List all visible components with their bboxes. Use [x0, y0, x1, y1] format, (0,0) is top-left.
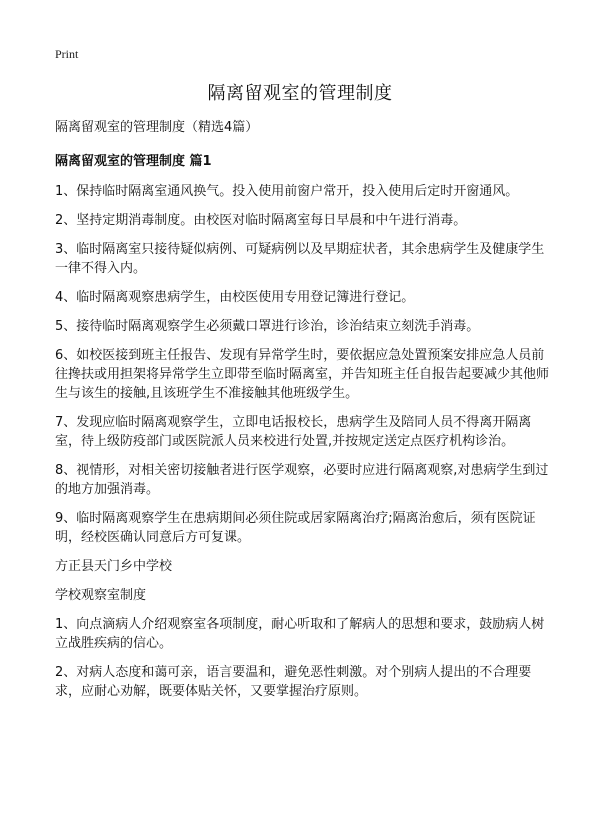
- paragraph-rule-4: 4、临时隔离观察患病学生，由校医使用专用登记簿进行登记。: [55, 290, 415, 305]
- document-title: 隔离留观室的管理制度: [207, 83, 393, 104]
- school-name: 方正县天门乡中学校: [55, 559, 173, 574]
- paragraph-rule-5: 5、接待临时隔离观察学生必须戴口罩进行诊治，诊治结束立刻洗手消毒。: [55, 319, 480, 334]
- observation-room-heading: 学校观察室制度: [55, 588, 147, 603]
- paragraph-rule-6: 6、如校医接到班主任报告、发现有异常学生时，要依据应急处置预案安排应急人员前往搀扶或用担架将异常学生立即带至临时隔离室，并告知班主任自报告起要减少其他师生与该生的接触,且该班学生不准接触其他班级学生。: [55, 348, 550, 401]
- observation-rule-2: 2、对病人态度和蔼可亲，语言要温和，避免恶性刺激。对个别病人提出的不合理要求，应耐心劝解，既要体贴关怀，又要掌握治疗原则。: [55, 665, 532, 699]
- paragraph-rule-2: 2、坚持定期消毒制度。由校医对临时隔离室每日早晨和中午进行消毒。: [55, 213, 467, 228]
- section-heading: 隔离留观室的管理制度 篇1: [55, 154, 212, 169]
- document-body: [55, 118, 555, 711]
- paragraph-rule-8: 8、视情形，对相关密切接触者进行医学观察，必要时应进行隔离观察,对患病学生到过的地方加强消毒。: [55, 463, 549, 497]
- document-subtitle: 隔离留观室的管理制度（精选4篇）: [55, 120, 259, 135]
- print-link[interactable]: Print: [55, 47, 79, 61]
- paragraph-rule-7: 7、发现应临时隔离观察学生，立即电话报校长，患病学生及陪同人员不得离开隔离室，待上级防疫部门或医院派人员来校进行处置,并按规定送定点医疗机构诊治。: [55, 415, 532, 449]
- paragraph-rule-9: 9、临时隔离观察学生在患病期间必须住院或居家隔离治疗;隔离治愈后，须有医院证明，经校医确认同意后方可复课。: [55, 511, 536, 545]
- observation-rule-1: 1、向点滴病人介绍观察室各项制度，耐心听取和了解病人的思想和要求，鼓励病人树立战胜疾病的信心。: [55, 617, 545, 651]
- paragraph-rule-1: 1、保持临时隔离室通风换气。投入使用前窗户常开，投入使用后定时开窗通风。: [55, 184, 519, 199]
- paragraph-rule-3: 3、临时隔离室只接待疑似病例、可疑病例以及早期症状者，其余患病学生及健康学生一律不得入内。: [55, 242, 545, 276]
